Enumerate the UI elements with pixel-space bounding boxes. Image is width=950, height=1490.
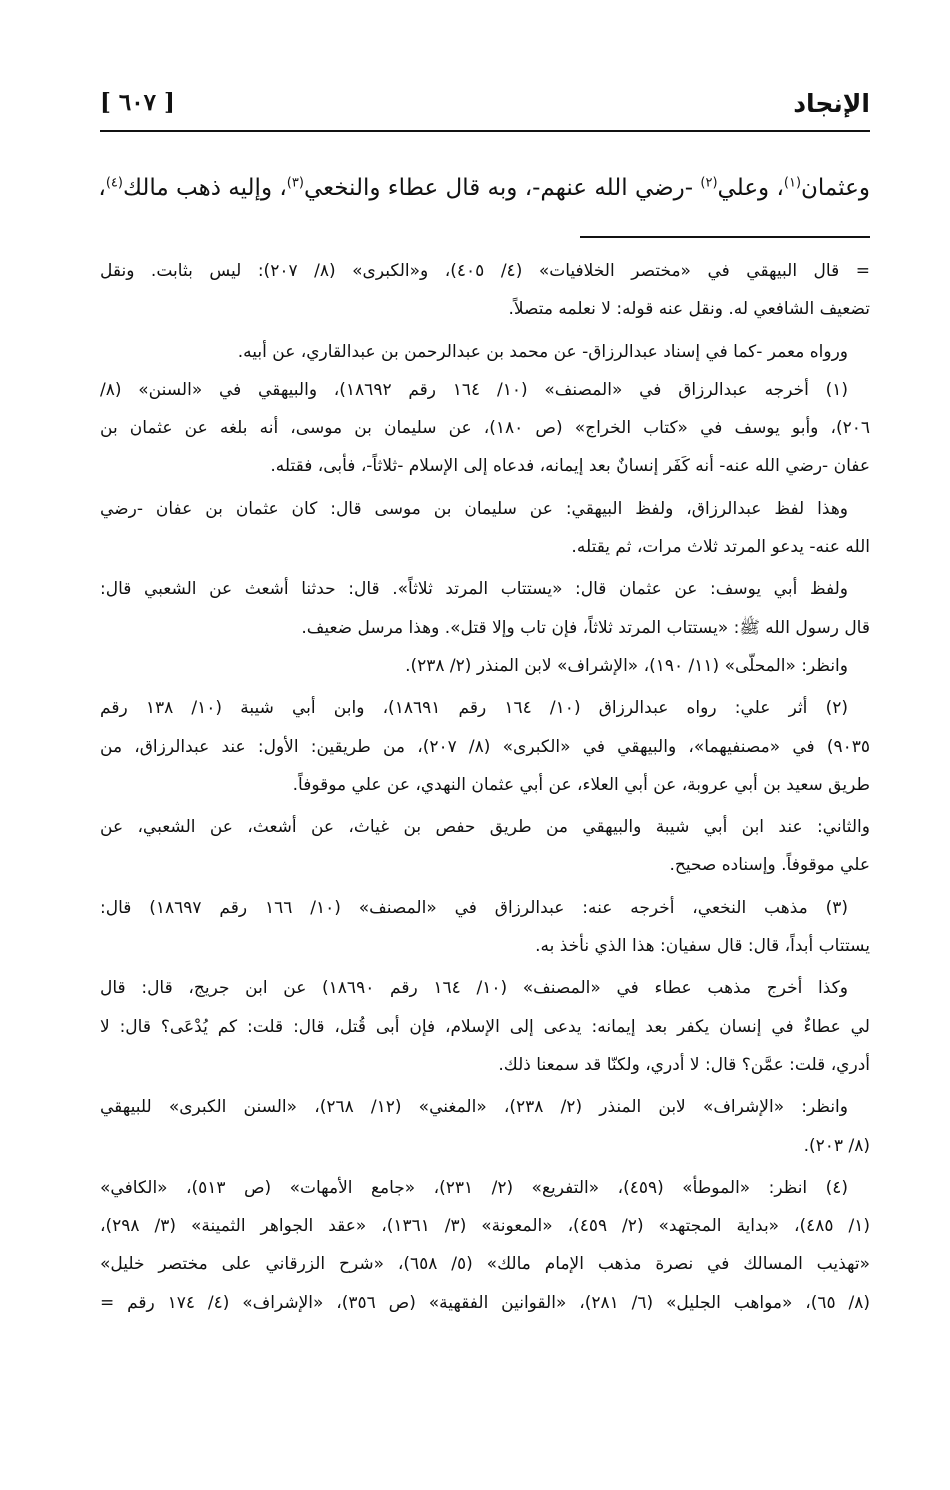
footnote-line: تضعيف الشافعي له. ونقل عنه قوله: لا نعلمه متصلاً. bbox=[508, 299, 870, 320]
footnote-line: طريق سعيد بن أبي عروبة، عن أبي العلاء، عن أبي عثمان النهدي، عن علي موقوفاً. bbox=[292, 774, 870, 795]
footnote-line: ٩٠٣٥) في «مصنفيهما»، والبيهقي في «الكبرى» (٨/ ٢٠٧)، من طريقين: الأول: عند عبدالرزاق، من bbox=[100, 736, 870, 757]
header-rule bbox=[100, 130, 870, 132]
page-number: [ ٦٠٧ ] bbox=[100, 89, 175, 116]
footnote-line: قال رسول الله ﷺ: «يستتاب المرتد ثلاثاً، فإن تاب وإلا قتل». وهذا مرسل ضعيف. bbox=[301, 617, 870, 638]
footnotes bbox=[100, 252, 870, 1322]
footnote-line: (١/ ٤٨٥)، «بداية المجتهد» (٢/ ٤٥٩)، «المعونة» (٣/ ١٣٦١)، «عقد الجواهر الثمينة» (٣/ ٢٩٨)، bbox=[100, 1216, 870, 1237]
footnote-line: لي عطاءٌ في إنسان يكفر بعد إيمانه: يدعى إلى الإسلام، فإن أبى قُتل، قال: قلت: كم يُدْعَى؟ قال: لا bbox=[100, 1016, 870, 1037]
page-header bbox=[100, 85, 870, 129]
footnote-line: ولفظ أبي يوسف: عن عثمان قال: «يستتاب المرتد ثلاثاً». قال: حدثنا أشعث عن الشعبي قال: bbox=[100, 579, 848, 600]
main-text-suffix: ، bbox=[98, 175, 106, 201]
footnote-rule bbox=[580, 236, 870, 238]
footnote-line: وكذا أخرج مذهب عطاء في «المصنف» (١٠/ ١٦٤ رقم ١٨٦٩٠) عن ابن جريج، قال: قال bbox=[100, 978, 848, 999]
footnote-line: والثاني: عند ابن أبي شيبة والبيهقي من طريق حفص بن غياث، عن أشعث، عن الشعبي، عن bbox=[100, 817, 870, 838]
footnote-line: (٣) مذهب النخعي، أخرجه عنه: عبدالرزاق في «المصنف» (١٠/ ١٦٦ رقم ١٨٦٩٧) قال: bbox=[100, 897, 849, 918]
main-text bbox=[100, 168, 870, 208]
footnote-line: الله عنه- يدعو المرتد ثلاث مرات، ثم يقتله. bbox=[571, 537, 870, 558]
footnote-line: (٢) أثر علي: رواه عبدالرزاق (١٠/ ١٦٤ رقم ١٨٦٩١)، وابن أبي شيبة (١٠/ ١٣٨ رقم bbox=[100, 698, 848, 719]
footnote-line: يستتاب أبداً، قال: قال سفيان: هذا الذي نأخذ به. bbox=[535, 936, 870, 957]
footnote-line: (٨/ ٦٥)، «مواهب الجليل» (٦/ ٢٨١)، «القوانين الفقهية» (ص ٣٥٦)، «الإشراف» (٤/ ١٧٤ رقم = bbox=[100, 1292, 870, 1313]
footnote-line: وانظر: «المحلّى» (١١/ ١٩٠)، «الإشراف» لابن المنذر (٢/ ٢٣٨). bbox=[405, 655, 848, 676]
footnote-line: (١) أخرجه عبدالرزاق في «المصنف» (١٠/ ١٦٤ رقم ١٨٦٩٢)، والبيهقي في «السنن» (٨/ bbox=[100, 379, 848, 400]
footnote-ref-3: (٣) bbox=[286, 175, 304, 191]
footnote-line: عفان -رضي الله عنه- أنه كَفَر إنسانٌ بعد إيمانه، فدعاه إلى الإسلام -ثلاثاً-، فأبى، فقتله. bbox=[270, 456, 870, 477]
main-text-part-4: ، وإليه ذهب مالك bbox=[122, 175, 287, 201]
footnote-ref-4: (٤) bbox=[105, 175, 123, 191]
footnote-ref-2: (٢) bbox=[700, 175, 718, 191]
footnote-line: علي موقوفاً. وإسناده صحيح. bbox=[669, 855, 870, 876]
main-text-part-2: ، وعلي bbox=[717, 175, 784, 201]
footnote-ref-1: (١) bbox=[783, 175, 802, 191]
footnote-line: «تهذيب المسالك في نصرة مذهب الإمام مالك» (٥/ ٦٥٨)، «شرح الزرقاني على مختصر خليل» bbox=[100, 1254, 870, 1275]
main-text-prefix: وعثمان bbox=[801, 175, 870, 201]
footnote-line: (٨/ ٢٠٣). bbox=[803, 1135, 870, 1156]
footnote-line: (٤) انظر: «الموطأ» (٤٥٩)، «التفريع» (٢/ ٢٣١)، «جامع الأمهات» (ص ٥١٣)، «الكافي» bbox=[100, 1177, 848, 1198]
footnote-line: ٢٠٦)، وأبو يوسف في «كتاب الخراج» (ص ١٨٠)، عن سليمان بن موسى، أنه بلغه عن عثمان بن bbox=[100, 418, 870, 439]
book-title: الإنجاد bbox=[793, 89, 870, 118]
footnote-line: وهذا لفظ عبدالرزاق، ولفظ البيهقي: عن سليمان بن موسى قال: كان عثمان بن عفان -رضي bbox=[100, 498, 848, 519]
footnote-line: ورواه معمر -كما في إسناد عبدالرزاق- عن محمد بن عبدالرحمن بن عبدالقاري، عن أبيه. bbox=[237, 341, 848, 362]
footnote-line: أدري، قلت: عمَّن؟ قال: لا أدري، ولكنّا قد سمعنا ذلك. bbox=[498, 1054, 870, 1075]
main-text-part-3: -رضي الله عنهم-، وبه قال عطاء والنخعي bbox=[303, 175, 701, 201]
footnote-line: وانظر: «الإشراف» لابن المنذر (٢/ ٢٣٨)، «المغني» (١٢/ ٢٦٨)، «السنن الكبرى» للبيهقي bbox=[100, 1097, 848, 1118]
footnote-line: = قال البيهقي في «مختصر الخلافيات» (٤/ ٤٠٥)، و«الكبرى» (٨/ ٢٠٧): ليس بثابت. ونقل bbox=[100, 261, 870, 281]
